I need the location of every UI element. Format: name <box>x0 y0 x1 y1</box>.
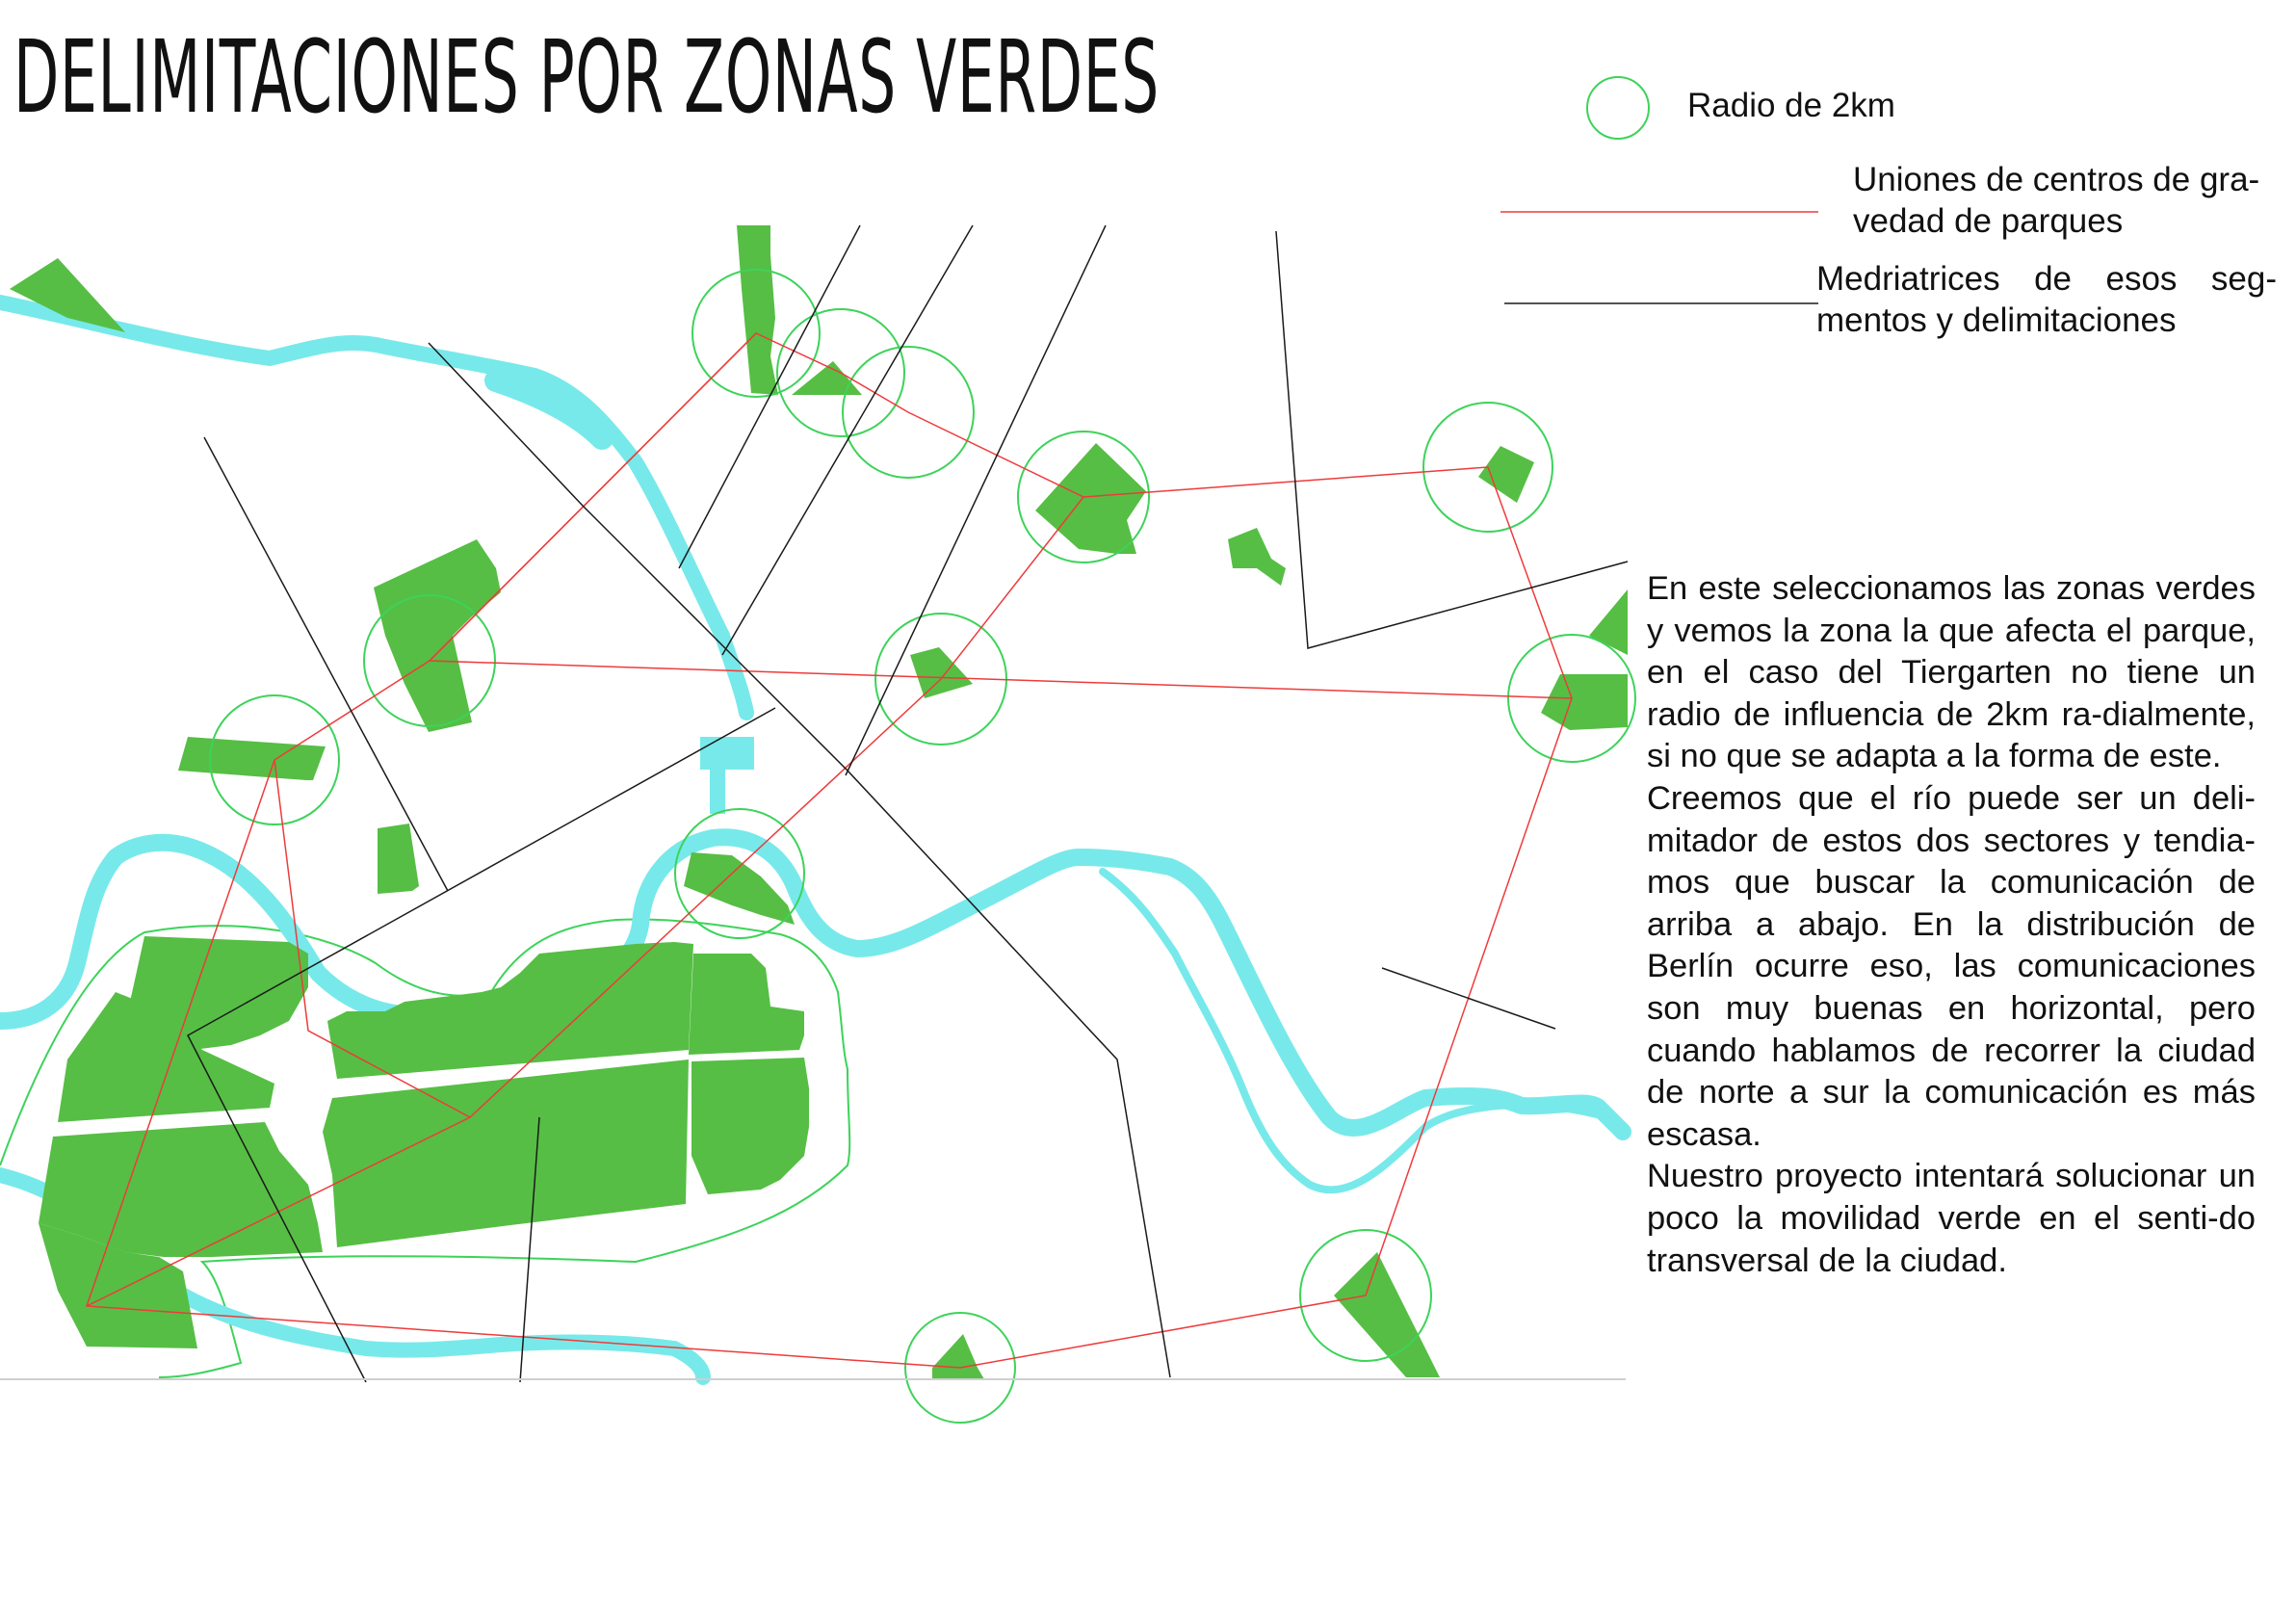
park-north-strip <box>737 225 778 395</box>
tiergarten-block-ne <box>689 954 804 1055</box>
river-upper-branch <box>0 302 746 713</box>
description-paragraph: En este seleccionamos las zonas verdes y vemos la zona la que afecta el parque, en el caso del Tiergarten no tiene un radio de influencia de 2km ra-dialmente, si no que se adapta a la forma de este. <box>1647 570 2256 775</box>
park-west-rect <box>178 737 326 780</box>
park-south <box>932 1334 984 1379</box>
tiergarten-park <box>39 936 809 1348</box>
park-far-east <box>1478 446 1534 503</box>
park-middle-east <box>1228 528 1286 586</box>
legend-bisector-label: Medriatrices de esos seg-mentos y delimitaciones <box>1816 260 2277 339</box>
centroid-line-river <box>430 333 1572 698</box>
park-edge-east-2 <box>1541 674 1628 730</box>
description-paragraph: Creemos que el río puede ser un deli-mitador de estos dos sectores y tendia-mos que buscar la comunicación de arriba a abajo. En la distribución de Berlín ocurre eso, las comunicaciones son muy buenas en horizontal, pero cuando hablamos de recorrer la ciudad de norte a sur la comunicación es más escasa. <box>1647 779 2256 1153</box>
bisector-line <box>1382 968 1555 1029</box>
tiergarten-block-e <box>691 1058 809 1194</box>
bisector-line <box>1276 231 1628 648</box>
park-l-shape <box>374 539 501 732</box>
river-loop-inner <box>1103 872 1608 1190</box>
legend-radius-label: Radio de 2km <box>1687 87 1895 124</box>
description-paragraph: Nuestro proyecto intentará solucionar un poco la movilidad verde en el senti-do transversal de la ciudad. <box>1647 1158 2256 1279</box>
tiergarten-roundabout-gap <box>285 1075 327 1117</box>
river-canal-basin <box>700 737 754 770</box>
park-center-small <box>910 647 973 698</box>
radius-circle <box>1587 77 1649 139</box>
description-text <box>1647 568 2256 1282</box>
page-title: DELIMITACIONES POR ZONAS VERDES <box>13 18 1160 136</box>
park-west-slim <box>378 824 419 894</box>
legend-centroid-label: Uniones de centros de gra-vedad de parques <box>1853 161 2260 240</box>
park-edge-east-1 <box>1589 589 1628 655</box>
tiergarten-block-c1 <box>323 1060 689 1247</box>
